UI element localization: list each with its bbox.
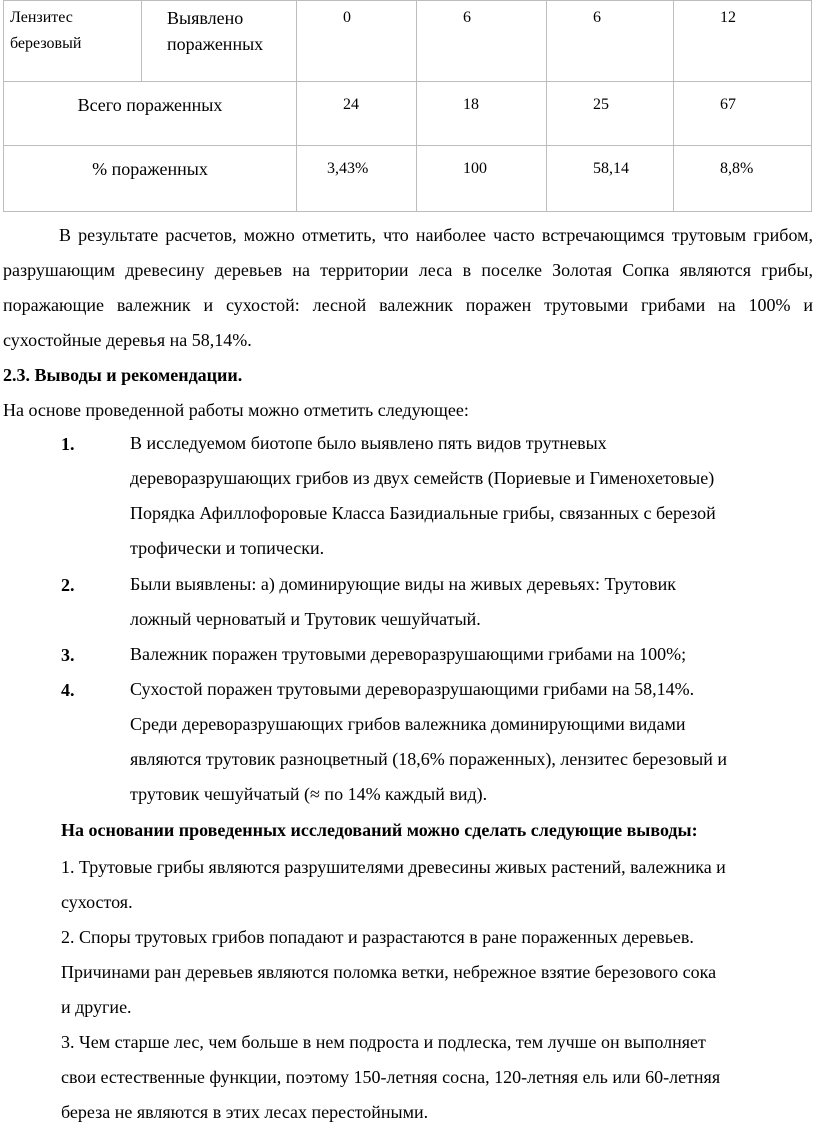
- value-cell: 25: [547, 82, 674, 146]
- list-number: 4.: [61, 680, 75, 700]
- list-item: Валежник поражен трутовыми дереворазрушающими грибами на 100%;: [130, 644, 687, 664]
- value-cell: 8,8%: [674, 146, 812, 212]
- value-cell: 58,14: [547, 146, 674, 212]
- value-cell: 18: [417, 82, 547, 146]
- row-label-cell: % пораженных: [4, 146, 297, 212]
- species-cell: Лензитес березовый: [4, 1, 142, 82]
- value-cell: 6: [547, 1, 674, 82]
- value-cell: 24: [297, 82, 417, 146]
- value-cell: 100: [417, 146, 547, 212]
- list-number: 2.: [61, 575, 75, 595]
- conclusion-item: 1. Трутовые грибы являются разрушителями древесины живых растений, валежника и сухостоя.: [61, 857, 726, 912]
- conclusions-heading: На основании проведенных исследований можно сделать следующие выводы:: [61, 820, 698, 840]
- list-item: В исследуемом биотопе было выявлено пять видов трутневых дереворазрушающих грибов из двух семейств (Пориевые и Гименохетовые) Порядка Афиллофоровые Класса Базидиальные грибы, связанных с березой трофически и топически.: [130, 433, 716, 558]
- list-item: Были выявлены: а) доминирующие виды на живых деревьях: Трутовик ложный черноватый и Трутовик чешуйчатый.: [130, 574, 677, 629]
- intro-line: На основе проведенной работы можно отметить следующее:: [3, 400, 469, 420]
- table-row: [4, 1, 812, 82]
- results-paragraph: В результате расчетов, можно отметить, что наиболее часто встречающимся трутовым грибом, разрушающим древесину деревьев на территории леса в поселке Золотая Сопка являются грибы, поражающие валежник и сухостой: лесной валежник поражен трутовыми грибами на 100% и сухостойные деревья на 58,14%.: [3, 225, 813, 350]
- conclusion-item: 3. Чем старше лес, чем больше в нем подроста и подлеска, тем лучше он выполняет свои естественные функции, поэтому 150-летняя сосна, 120-летняя ель или 60-летняя береза не являются в этих лесах перестойными.: [61, 1032, 721, 1122]
- row-label-cell: Всего пораженных: [4, 82, 297, 146]
- section-heading: 2.3. Выводы и рекомендации.: [3, 365, 243, 385]
- table-row: [4, 82, 812, 146]
- value-cell: 3,43%: [297, 146, 417, 212]
- list-number: 3.: [61, 645, 75, 665]
- table-row: [4, 146, 812, 212]
- conclusion-item: 2. Споры трутовых грибов попадают и разрастаются в ране пораженных деревьев. Причинами ран деревьев являются поломка ветки, небрежное взятие березового сока и другие.: [61, 927, 717, 1017]
- value-cell: 12: [674, 1, 812, 82]
- value-cell: 67: [674, 82, 812, 146]
- value-cell: 6: [417, 1, 547, 82]
- list-item: Сухостой поражен трутовыми дереворазрушающими грибами на 58,14%. Среди дереворазрушающих грибов валежника доминирующими видами являются трутовик разноцветный (18,6% пораженных), лензитес березовый и трутовик чешуйчатый (≈ по 14% каждый вид).: [130, 679, 727, 804]
- results-table: [3, 0, 812, 212]
- value-cell: 0: [297, 1, 417, 82]
- list-number: 1.: [61, 434, 75, 454]
- row-label-cell: Выявлено пораженных: [142, 1, 297, 82]
